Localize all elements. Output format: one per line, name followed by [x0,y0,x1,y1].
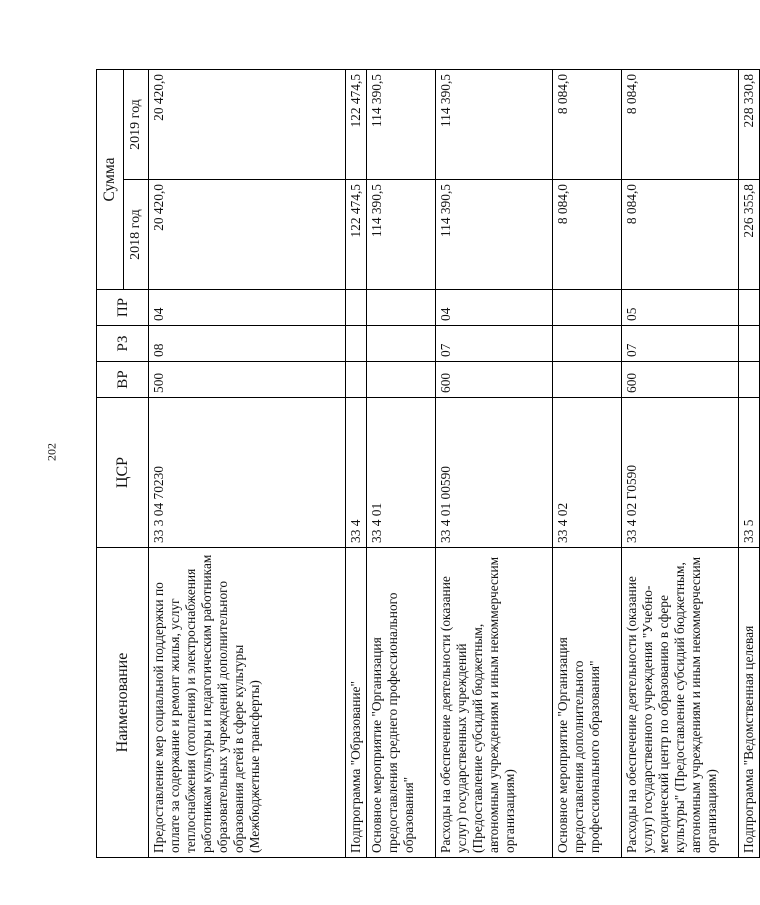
row-sum-2018: 122 474,5 [346,180,367,290]
row-sum-2019: 8 084,0 [622,69,739,179]
row-pr [553,290,622,326]
header-vr: ВР [97,362,149,398]
row-rz [553,326,622,362]
row-csr: 33 4 [346,398,367,548]
row-pr: 04 [436,290,553,326]
row-sum-2018: 8 084,0 [622,180,739,290]
row-pr [346,290,367,326]
row-name: Расходы на обеспечение деятельности (оказание услуг) государственных учреждений (Предоставление субсидий бюджетным, автономным учреждениям и иным некоммерческим организациям) [436,548,553,858]
row-sum-2018: 8 084,0 [553,180,622,290]
row-vr [553,362,622,398]
row-sum-2019: 114 390,5 [436,69,553,179]
row-vr [739,362,760,398]
row-rz [739,326,760,362]
row-pr [367,290,436,326]
row-sum-2018: 20 420,0 [149,180,346,290]
row-csr: 33 4 01 [367,398,436,548]
row-vr [367,362,436,398]
row-rz: 07 [436,326,553,362]
row-name: Подпрограмма "Ведомственная целевая [739,548,760,858]
row-name: Основное мероприятие "Организация предоставления дополнительного профессионального образования" [553,548,622,858]
row-vr: 600 [622,362,739,398]
table-row [149,69,346,857]
row-name: Подпрограмма "Образование" [346,548,367,858]
header-year-2019: 2019 год [124,69,149,179]
header-csr: ЦСР [97,398,149,548]
row-pr: 04 [149,290,346,326]
row-sum-2019: 8 084,0 [553,69,622,179]
row-csr: 33 5 [739,398,760,548]
table-row [367,69,436,857]
row-csr: 33 4 01 00590 [436,398,553,548]
row-name: Расходы на обеспечение деятельности (оказание услуг) государственного учреждения "Учебно-методический центр по образованию в сфере культуры" (Предоставление субсидий бюджетным, автономным учреждениям и иным некоммерческим организациям) [622,548,739,858]
row-sum-2018: 114 390,5 [367,180,436,290]
row-rz: 07 [622,326,739,362]
row-sum-2019: 114 390,5 [367,69,436,179]
table-row [436,69,553,857]
row-csr: 33 3 04 70230 [149,398,346,548]
row-name: Предоставление мер социальной поддержки по оплате за содержание и ремонт жилья, услуг теплоснабжения (отопления) и электроснабжения работникам культуры и педагогическим работникам образовательных учреждений дополнительного образования детей в сфере культуры (Межбюджетные трансферты) [149,548,346,858]
table-row [622,69,739,857]
row-csr: 33 4 02 [553,398,622,548]
row-rz: 08 [149,326,346,362]
row-sum-2019: 122 474,5 [346,69,367,179]
row-vr: 600 [436,362,553,398]
header-sum: Сумма [97,69,124,289]
row-rz [346,326,367,362]
budget-table-container [96,70,756,858]
budget-table [96,69,760,858]
header-name: Наименование [97,548,149,858]
header-year-2018: 2018 год [124,180,149,290]
row-name: Основное мероприятие "Организация предоставления среднего профессионального образования" [367,548,436,858]
page-number: 202 [44,443,59,461]
row-sum-2019: 20 420,0 [149,69,346,179]
row-rz [367,326,436,362]
row-sum-2018: 226 355,8 [739,180,760,290]
header-row [97,69,124,857]
table-row [346,69,367,857]
row-sum-2018: 114 390,5 [436,180,553,290]
row-vr [346,362,367,398]
row-vr: 500 [149,362,346,398]
row-csr: 33 4 02 Г0590 [622,398,739,548]
table-row [553,69,622,857]
header-rz: РЗ [97,326,149,362]
row-pr [739,290,760,326]
table-row [739,69,760,857]
row-sum-2019: 228 330,8 [739,69,760,179]
row-pr: 05 [622,290,739,326]
header-pr: ПР [97,290,149,326]
